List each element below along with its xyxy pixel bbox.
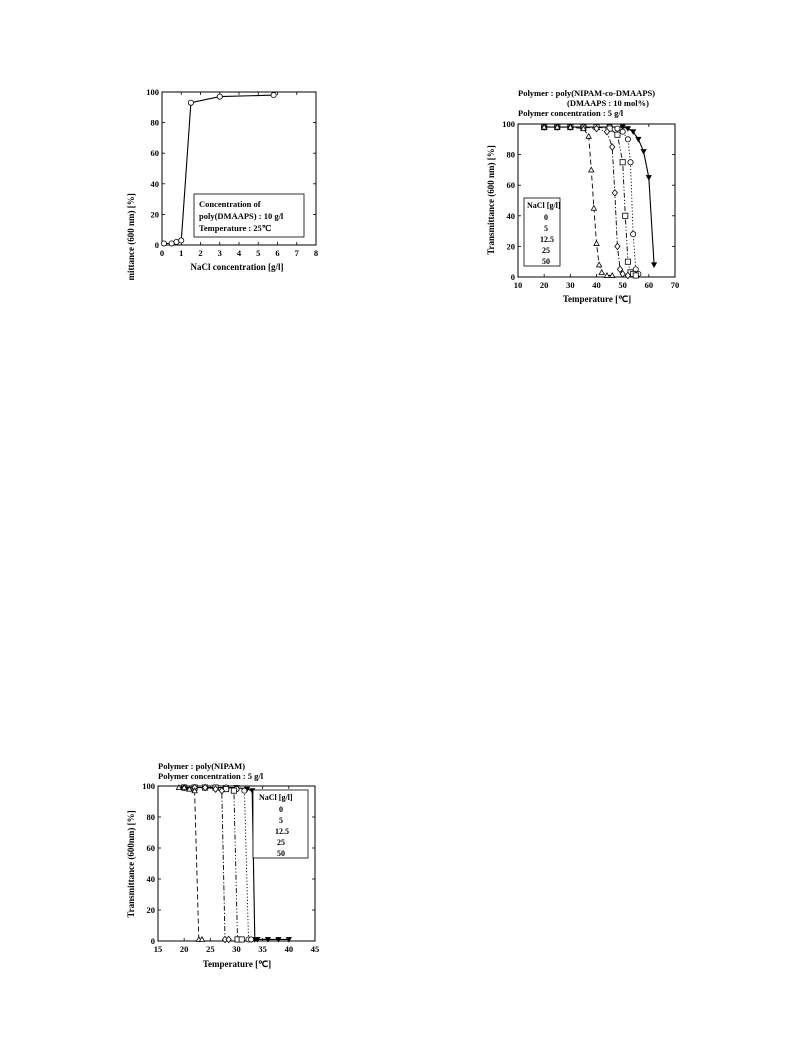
data-point-series-0 xyxy=(217,94,222,99)
x-tick-label: 40 xyxy=(592,280,601,290)
y-tick-label: 20 xyxy=(150,209,159,220)
chart2-legend-item-1: 5 xyxy=(279,816,283,825)
data-point-series-2 xyxy=(625,259,630,264)
chart1-legend-item-0: 0 xyxy=(544,213,548,222)
x-tick-label: 10 xyxy=(513,280,523,290)
data-point-series-4 xyxy=(586,134,591,139)
chart2-title-line2: Polymer concentration : 5 g/l xyxy=(158,771,264,781)
data-point-series-4 xyxy=(597,262,602,267)
x-tick-label: 7 xyxy=(294,248,299,258)
data-point-series-1 xyxy=(615,126,620,131)
series-line-4 xyxy=(179,788,202,940)
data-point-series-4 xyxy=(589,167,594,172)
data-point-series-0 xyxy=(646,175,651,180)
chart2-legend-item-0: 0 xyxy=(279,805,283,814)
chart2-legend-item-4: 50 xyxy=(277,849,285,858)
chart-nacl-concentration-svg xyxy=(120,80,330,280)
data-point-series-2 xyxy=(633,273,638,278)
data-point-series-1 xyxy=(620,129,625,134)
data-point-series-0 xyxy=(161,241,166,246)
x-tick-label: 15 xyxy=(153,944,163,954)
chart-nipam xyxy=(120,755,330,975)
chart0-annotation-line2: poly(DMAAPS) : 10 g/l xyxy=(199,211,284,221)
x-tick-label: 60 xyxy=(644,280,654,290)
x-tick-label: 8 xyxy=(313,248,319,258)
y-tick-label: 40 xyxy=(150,178,159,189)
data-point-series-0 xyxy=(651,263,656,268)
chart2-legend xyxy=(253,790,308,858)
chart0-ylabel: Transmittance (600 nm) [%] xyxy=(126,193,136,280)
x-tick-label: 2 xyxy=(198,248,203,258)
chart2-legend-item-2: 12.5 xyxy=(275,827,289,836)
chart0-xlabel: NaCl concentration [g/l] xyxy=(190,262,284,272)
data-point-series-4 xyxy=(591,206,596,211)
chart-nipam-svg xyxy=(120,755,330,975)
chart-nacl-concentration xyxy=(120,80,330,280)
series-line-2 xyxy=(184,788,242,940)
chart0-annotation-line1: Concentration of xyxy=(199,199,261,209)
data-point-series-1 xyxy=(249,937,254,942)
x-tick-label: 50 xyxy=(618,280,627,290)
data-point-series-0 xyxy=(169,241,174,246)
data-point-series-2 xyxy=(620,160,625,165)
chart2-legend-item-3: 25 xyxy=(277,838,285,847)
y-tick-label: 60 xyxy=(150,148,159,159)
y-tick-label: 60 xyxy=(506,180,515,191)
x-tick-label: 4 xyxy=(236,248,242,258)
chart-nipam-co-dmaaps-svg xyxy=(480,85,680,310)
chart2-title-line1: Polymer : poly(NIPAM) xyxy=(158,761,246,771)
y-tick-label: 40 xyxy=(506,210,515,221)
series-line-0 xyxy=(544,127,654,265)
chart-nipam-co-dmaaps xyxy=(480,85,680,310)
series-line-3 xyxy=(184,788,229,940)
y-tick-label: 80 xyxy=(146,812,155,822)
chart1-legend-title: NaCl [g/l] xyxy=(527,201,561,210)
data-point-series-3 xyxy=(615,243,620,249)
data-point-series-0 xyxy=(636,137,641,142)
data-point-series-2 xyxy=(623,213,628,218)
x-tick-label: 30 xyxy=(232,944,241,954)
chart1-ylabel: Transmittance (600 nm) [%] xyxy=(486,145,496,255)
y-tick-label: 80 xyxy=(506,149,515,160)
x-tick-label: 20 xyxy=(539,280,549,290)
x-tick-label: 30 xyxy=(566,280,575,290)
y-tick-label: 100 xyxy=(502,119,515,129)
y-tick-label: 0 xyxy=(150,936,155,946)
x-tick-label: 25 xyxy=(206,944,215,954)
data-point-series-4 xyxy=(594,241,599,246)
x-tick-label: 70 xyxy=(670,280,680,290)
chart1-legend-item-3: 25 xyxy=(542,246,550,255)
chart0-annotation-box xyxy=(194,194,304,237)
data-point-series-3 xyxy=(610,144,615,150)
y-tick-label: 0 xyxy=(154,240,159,250)
chart1-legend-item-2: 12.5 xyxy=(540,235,554,244)
chart1-title-line3: Polymer concentration : 5 g/l xyxy=(518,108,624,118)
x-tick-label: 6 xyxy=(275,248,280,258)
y-tick-label: 80 xyxy=(150,117,159,128)
y-tick-label: 0 xyxy=(510,272,515,282)
chart1-title-line2: (DMAAPS : 10 mol%) xyxy=(567,98,649,108)
chart0-annotation-line3: Temperature : 25℃ xyxy=(199,223,272,233)
chart1-title-line1: Polymer : poly(NIPAM-co-DMAAPS) xyxy=(518,88,656,98)
x-tick-label: 5 xyxy=(256,248,261,258)
x-tick-label: 1 xyxy=(179,248,184,258)
data-point-series-0 xyxy=(625,127,630,132)
y-tick-label: 20 xyxy=(506,241,515,252)
data-point-series-2 xyxy=(615,132,620,137)
chart1-legend-item-1: 5 xyxy=(544,224,548,233)
chart2-ylabel: Transmittance (600nm) [%] xyxy=(126,810,136,918)
data-point-series-0 xyxy=(271,92,276,97)
data-point-series-0 xyxy=(179,238,184,243)
y-tick-label: 20 xyxy=(146,905,155,915)
x-tick-label: 3 xyxy=(217,248,222,258)
x-tick-label: 45 xyxy=(310,944,320,954)
data-point-series-3 xyxy=(226,936,231,942)
data-point-series-0 xyxy=(641,149,646,154)
y-tick-label: 100 xyxy=(142,781,155,791)
series-line-1 xyxy=(184,788,251,940)
y-tick-label: 100 xyxy=(146,87,159,97)
data-point-series-1 xyxy=(625,137,630,142)
data-point-series-2 xyxy=(239,937,244,942)
chart1-legend-item-4: 50 xyxy=(542,257,550,266)
x-tick-label: 35 xyxy=(258,944,267,954)
chart1-xlabel: Temperature [℃] xyxy=(562,294,632,304)
data-point-series-2 xyxy=(231,788,236,793)
data-point-series-3 xyxy=(612,190,617,196)
data-point-series-1 xyxy=(631,232,636,237)
chart2-xlabel: Temperature [℃] xyxy=(202,959,272,969)
y-tick-label: 40 xyxy=(146,874,155,884)
y-tick-label: 60 xyxy=(146,843,155,853)
chart1-legend xyxy=(524,198,561,266)
data-point-series-1 xyxy=(628,160,633,165)
data-point-series-0 xyxy=(188,100,193,105)
data-point-series-1 xyxy=(242,788,247,793)
x-tick-label: 40 xyxy=(284,944,294,954)
data-point-series-4 xyxy=(599,270,604,275)
x-tick-label: 0 xyxy=(159,248,165,258)
chart2-legend-title: NaCl [g/l] xyxy=(259,793,293,802)
x-tick-label: 20 xyxy=(179,944,189,954)
data-point-series-0 xyxy=(174,239,179,244)
